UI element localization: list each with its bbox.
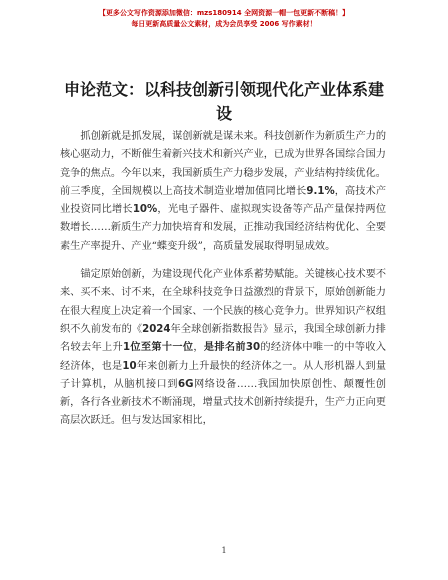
bold-figure: 2024 (142, 323, 171, 335)
promo-banner (0, 8, 448, 30)
paragraph-1 (60, 128, 386, 256)
bold-phrase: 是排名前 (203, 342, 246, 354)
bold-figure: 6G (178, 378, 194, 390)
text-run: ，光电子器件、虚拟现实设备等产品产量保持两位数增长……新质生产力加快培育和发展，正推动我国经济结构优化、全要素生产率提升、产业“蝶变升级”，高质量发展取得明显成效。 (60, 204, 387, 252)
promo-banner-line1: 【更多公文写作资源添加微信：mzs180914 全网资源一帽一包更新不断稿！】 (98, 9, 350, 17)
bold-phrase: 位至第十一位 (130, 342, 194, 354)
paragraph-2 (60, 266, 386, 431)
document-title: 申论范文：以科技创新引领现代化产业体系建设 (63, 80, 384, 123)
text-run: 抓创新就是抓发展，谋创新就是谋未来。科技创新作为新质生产力的核心驱动力，不断催生着新兴技术和新兴产业，已成为世界各国综合国力竞争的焦点。今年以来，我国新质生产力稳步发展，产业结构持续优化。前三季度，全国规模以上高技术制造业增加值同比增长 (60, 131, 387, 197)
text-run: 的经济体中唯一的中等收入经济体，也是 (60, 342, 387, 372)
text-run: 年来创新力上升最快的经济体之一。从人形机器人到量子计算机，从脑机接口到 (60, 360, 387, 390)
promo-banner-line2: 每日更新高质量公文素材，成为会员享受 2006 写作素材！ (131, 20, 317, 28)
text-run: 网络设备……我国加快原创性、颠覆性创新，各行各业新技术不断涌现，增量式技术创新持续提升，生产力正向更高层次跃迁。但与发达国家相比， (60, 378, 387, 427)
page-number: 1 (221, 546, 227, 555)
bold-figure: 30 (245, 342, 261, 354)
document-body (60, 128, 386, 441)
text-run: ， (193, 342, 204, 354)
text-run: 锚定原始创新，为建设现代化产业体系蓄势赋能。关键核心技术要不来、买不来、讨不来，在全球科技竞争日益激烈的背景下，原始创新能力在很大程度上决定着一个国家、一个民族的核心竞争力。世界知识产权组织不久前发布的《 (60, 269, 387, 335)
bold-figure: 10 (122, 360, 137, 372)
bold-figure: 9.1% (306, 185, 335, 197)
text-run: 年全球创新指数报告》显示，我国全球创新力排名较去年上升 (60, 323, 386, 354)
text-run: ，高技术产业投资同比增长 (60, 185, 387, 216)
bold-figure: 10% (132, 204, 158, 216)
bold-figure: 1 (122, 342, 131, 354)
